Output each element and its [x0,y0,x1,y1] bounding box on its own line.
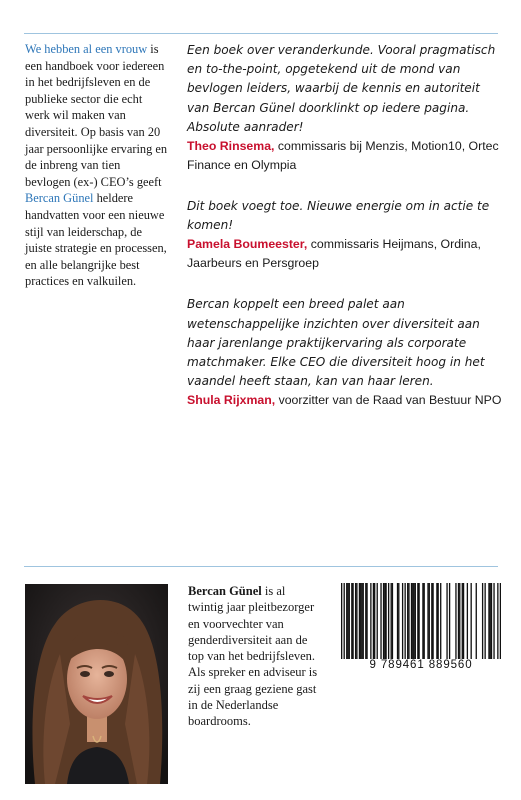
endorsement-1 [187,41,505,175]
barcode-bar [370,583,371,659]
barcode-bar [462,583,463,659]
endorsement-attribution [187,235,505,273]
barcode-bar [497,583,498,659]
barcode-bar [482,583,483,659]
endorsements [187,41,505,410]
endorser-role: voorzitter van de Raad van Bestuur NPO [275,393,502,408]
bottom-divider [24,566,498,567]
barcode-bar [351,583,352,659]
barcode-bar [413,583,414,659]
barcode-bar [455,583,456,659]
book-blurb [25,41,168,290]
barcode-bar [438,583,439,659]
endorser-name: Shula Rijxman, [187,393,276,408]
barcode-bar [341,583,342,659]
barcode-bar [344,583,345,659]
endorsement-text: Bercan koppelt een breed palet aan wetenschappelijke inzichten over diversiteit aan haar jarenlange praktijkervaring als corporate matchmaker. Elke CEO die diversiteit hoog in het vaandel heeft staan, kan van haar leren. [187,297,485,389]
barcode-bar [418,583,419,659]
endorser-name: Pamela Boumeester, [187,237,308,252]
barcode-bar [397,583,398,659]
barcode-bar [476,583,477,659]
barcode-bar [404,583,405,659]
barcode-bar [388,583,389,659]
endorsement-2 [187,197,505,273]
barcode-bars [341,583,501,659]
endorser-role: commissaris Heijmans, Ordina, Jaarbeurs en Persgroep [187,237,481,271]
author-photo [25,584,168,784]
barcode-bar [352,583,353,659]
barcode-bar [402,583,403,659]
endorsement-attribution [187,137,505,175]
barcode-bar [346,583,347,659]
barcode-bar [380,583,381,659]
barcode-bar [431,583,432,659]
barcode-bar [415,583,416,659]
barcode-bar [408,583,409,659]
barcode-bar [347,583,348,659]
barcode-bar [391,583,392,659]
endorsement-3 [187,295,505,410]
barcode-bar [440,583,441,659]
author-portrait-icon [25,584,168,784]
barcode-bar [500,583,501,659]
barcode-bar [366,583,367,659]
endorsement-text: Dit boek voegt toe. Nieuwe energie om in actie te komen! [187,199,490,233]
barcode-bar [491,583,492,659]
isbn-barcode [341,583,501,675]
barcode-bar [427,583,428,659]
barcode-bar [349,583,350,659]
bio-author-name: Bercan Günel [188,584,262,598]
barcode-bar [467,583,468,659]
barcode-bar [432,583,433,659]
barcode-bar [385,583,386,659]
barcode-bar [484,583,485,659]
barcode-bar [488,583,489,659]
endorser-role: commissaris bij Menzis, Motion10, Ortec Finance en Olympia [187,139,499,173]
barcode-bar [373,583,374,659]
barcode-bar [356,583,357,659]
barcode-bar [374,583,375,659]
barcode-bar [436,583,437,659]
barcode-bar [363,583,364,659]
barcode-bar [449,583,450,659]
isbn-digits: 9 789461 889560 [369,659,473,671]
barcode-bar [365,583,366,659]
barcode-bar [392,583,393,659]
barcode-bar [422,583,423,659]
endorsement-attribution [187,391,505,410]
author-name: Bercan Günel [25,191,94,206]
barcode-bar [412,583,413,659]
barcode-bar [398,583,399,659]
barcode-bar [493,583,494,659]
bio-text: is al twintig jaar pleitbezorger en voorvechter van genderdiversiteit aan de top van het bedrijfsleven. Als spreker en adviseur is zij een graag geziene gast in de Nederlandse boardrooms. [188,584,318,729]
barcode-bar [424,583,425,659]
book-title: We hebben al een vrouw [25,42,148,56]
barcode-bar [458,583,459,659]
barcode-bar [377,583,378,659]
barcode-bar [355,583,356,659]
endorser-name: Theo Rinsema, [187,139,275,154]
barcode-bar [411,583,412,659]
barcode-bar [417,583,418,659]
top-divider [24,33,498,34]
barcode-bar [459,583,460,659]
barcode-bar [490,583,491,659]
barcode-bar [463,583,464,659]
barcode-bar [407,583,408,659]
barcode-bar [383,583,384,659]
barcode-bar [429,583,430,659]
barcode-bar [446,583,447,659]
barcode-bar [384,583,385,659]
blurb-text-2: heldere handvatten voor een nieuwe stijl van leiderschap, de juiste strategie en processen, en alle belangrijke best practices en valkuilen. [25,191,167,289]
barcode-bar [360,583,361,659]
endorsement-text: Een boek over veranderkunde. Vooral pragmatisch en to-the-point, opgetekend uit de mond van bevlogen leiders, waarbij de kennis en autoriteit van Bercan Günel doorklinkt op iedere pagina. Absolute aanrader! [187,43,496,134]
barcode-bar [359,583,360,659]
barcode-bar [361,583,362,659]
author-bio [188,583,321,730]
blurb-text-1: is een handboek voor iedereen in het bedrijfsleven en de publieke sector die echt werk wil maken van diversiteit. Op basis van 20 jaar persoonlijke ervaring en de inbreng van tien bevlogen (ex-) CEO’s geeft [25,42,168,189]
barcode-bar [471,583,472,659]
